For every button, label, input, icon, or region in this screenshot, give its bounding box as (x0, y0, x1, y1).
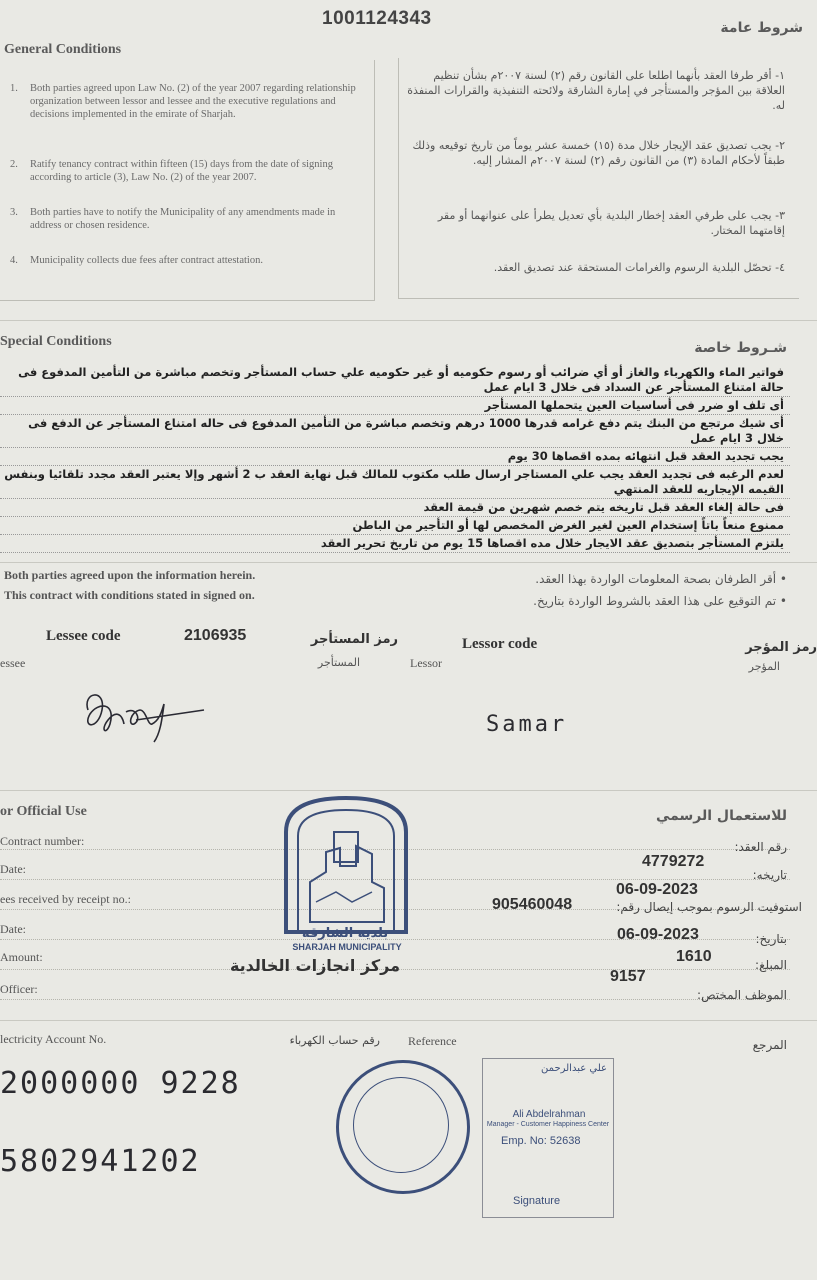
electricity-account-label: lectricity Account No. (0, 1032, 107, 1046)
general-condition-ar-1: ١- أقر طرفا العقد بأنهما اطلعا على القانون رقم (٢) لسنة ٢٠٠٧م بشأن تنظيم العلاقة بين المؤجر والمستأجر في إمارة الشارقة ولائحته التنفيذية والقرارات المنفذة له. (407, 69, 785, 112)
date2-label: Date: (0, 922, 26, 936)
general-condition-ar-2: ٢- يجب تصديق عقد الإيجار خلال مدة (١٥) خمسة عشر يوماً من تاريخ توقيعه وذلك طبقاً لأحكام المادة (٣) من القانون رقم (٢) لسنة ٢٠٠٧م المشار إليه. (412, 139, 785, 167)
special-condition-3: أى شيك مرتجع من البنك يتم دفع غرامه قدرها 1000 درهم وتخصم مباشرة من التأمين المدفوع فى حاله امتناع المستأجر عن الدفع فى خلال 3 ايام عمل (0, 415, 790, 448)
stamp-text-en: SHARJAH MUNICIPALITY (292, 942, 402, 952)
general-condition-2: 2. Ratify tenancy contract within fifteen (15) days from the date of signing according to article (3), Law No. (2) of the year 2007. (10, 159, 333, 183)
lessee-label: essee (0, 656, 26, 670)
official-use-title-ar: للاستعمال الرسمي (655, 808, 787, 824)
fees-label-ar: استوفيت الرسوم بموجب إيصال رقم: (616, 900, 802, 914)
lessee-signature (76, 680, 216, 750)
lessor-code-label: Lessor code (462, 636, 538, 652)
municipality-emblem-icon (276, 792, 416, 942)
contract-number-label-ar: رقم العقد: (734, 840, 787, 854)
stamp-text-ar: بلدية الشارقة (301, 926, 389, 941)
special-condition-7: ممنوع منعاً باتاً إستخدام العين لغير الغرض المخصص لها أو التأجير من الباطن (0, 517, 790, 535)
general-conditions-title-ar: شروط عامة (720, 20, 803, 36)
municipality-stamp (276, 792, 416, 1022)
special-condition-8: يلتزم المستأجر بتصديق عقد الايجار خلال مده اقصاها 15 يوم من تاريخ تحرير العقد (0, 535, 790, 553)
general-condition-ar-3: ٣- يجب على طرفي العقد إخطار البلدية بأي تعديل يطرأ على عنوانهما أو مقر إقامتهما المختار. (437, 209, 785, 237)
receipt-number-value: 905460048 (492, 896, 573, 913)
general-conditions-en-box (0, 60, 375, 301)
officer-name-en: Ali Abdelrahman (512, 1109, 586, 1120)
special-condition-2: أى تلف او ضرر فى أساسيات العين يتحملها المستأجر (0, 397, 790, 415)
stamp-inner-ring (353, 1077, 449, 1173)
special-condition-5: لعدم الرغبه فى تجديد العقد يجب علي المستاجر ارسال طلب مكتوب للمالك قبل نهاية العقد ب 2 أشهر وإلا يعتبر العقد مجدد تلقائيا وبنفس القيمه الإيجاريه للعقد المنتهي (0, 466, 790, 499)
customer-happiness-stamp (336, 1060, 470, 1194)
electricity-account-label-ar: رقم حساب الكهرباء (289, 1034, 380, 1047)
officer-label-ar: الموظف المختص: (697, 988, 787, 1002)
special-conditions-title-ar: شـروط خاصة (694, 340, 787, 356)
lessor-code-ar: رمز المؤجر (745, 640, 817, 655)
amount-label-ar: المبلغ: (755, 958, 787, 972)
general-condition-1: 1. Both parties agreed upon Law No. (2) of the year 2007 regarding relationship organization between lessor and lessee and the executive regulations and decisions implemented in the emirate of Sharjah. (10, 83, 356, 120)
lessor-signature: Samar (486, 712, 568, 737)
date-value: 06-09-2023 (616, 881, 698, 898)
agreement-ar-1: • أقر الطرفان بصحة المعلومات الواردة بهذا العقد. (535, 572, 787, 586)
officer-stamp-box (482, 1058, 614, 1218)
lessee-code-value: 2106935 (184, 627, 247, 644)
officer-name-ar: علي عبدالرحمن (541, 1063, 607, 1074)
special-condition-6: فى حالة إلغاء العقد قبل تاريخه يتم خصم شهرين من قيمة العقد (0, 499, 790, 517)
divider (0, 790, 817, 791)
reference-label-ar: المرجع (752, 1038, 787, 1052)
special-conditions-list (0, 364, 790, 553)
lessor-label: Lessor (410, 656, 442, 670)
general-condition-4: 4. Municipality collects due fees after contract attestation. (10, 255, 263, 266)
agreement-en-2: This contract with conditions stated in signed on. (4, 588, 255, 602)
date2-label-ar: بتاريخ: (755, 932, 787, 946)
fees-label: ees received by receipt no.: (0, 892, 131, 906)
officer-label: Officer: (0, 982, 38, 996)
divider (0, 1020, 817, 1021)
general-condition-ar-4: ٤- تحصّل البلدية الرسوم والغرامات المستحقة عند تصديق العقد. (493, 261, 785, 274)
officer-title: Manager - Customer Happiness Center (486, 1121, 610, 1128)
electricity-account-2: 5802941202 (0, 1144, 201, 1179)
general-conditions-title: General Conditions (4, 42, 122, 57)
lessee-code-label: Lessee code (46, 628, 121, 644)
divider (0, 562, 817, 563)
signature-label: Signature (513, 1195, 561, 1207)
officer-value: 9157 (610, 968, 646, 985)
special-conditions-title: Special Conditions (0, 334, 112, 349)
contract-number-value: 4779272 (642, 853, 705, 870)
official-use-title: or Official Use (0, 804, 87, 819)
document-number: 1001124343 (322, 8, 432, 29)
employee-number: Emp. No: 52638 (501, 1135, 581, 1147)
lessee-code-ar: رمز المستأجر (310, 632, 398, 647)
general-conditions-ar-box (398, 58, 799, 299)
date2-value: 06-09-2023 (617, 926, 699, 943)
electricity-account-1: 2000000 9228 (0, 1066, 241, 1101)
contract-number-label: Contract number: (0, 834, 85, 848)
special-condition-4: يجب تجديد العقد قبل انتهائه بمده اقصاها 30 يوم (0, 448, 790, 466)
lessor-label-ar: المؤجر (748, 660, 780, 673)
special-condition-1: فواتير الماء والكهرباء والغاز أو أي ضرائب أو رسوم حكوميه أو غير حكوميه علي حساب المستأجر وتخصم مباشرة من التأمين المدفوع فى حالة امتناع المستأجر عن السداد فى خلال 3 ايام عمل (0, 364, 790, 397)
amount-value: 1610 (676, 948, 712, 965)
general-condition-3: 3. Both parties have to notify the Municipality of any amendments made in address or chosen residence. (10, 207, 336, 231)
agreement-en-1: Both parties agreed upon the information herein. (4, 568, 256, 582)
date-label: Date: (0, 862, 26, 876)
lessee-label-ar: المستأجر (317, 656, 360, 669)
reference-label: Reference (408, 1034, 457, 1048)
agreement-ar-2: • تم التوقيع على هذا العقد بالشروط الواردة بتاريخ. (533, 594, 787, 608)
date-label-ar: تاريخه: (752, 868, 787, 882)
divider (0, 320, 817, 321)
amount-label: Amount: (0, 950, 43, 964)
center-name: مركز انجازات الخالدية (229, 956, 400, 975)
